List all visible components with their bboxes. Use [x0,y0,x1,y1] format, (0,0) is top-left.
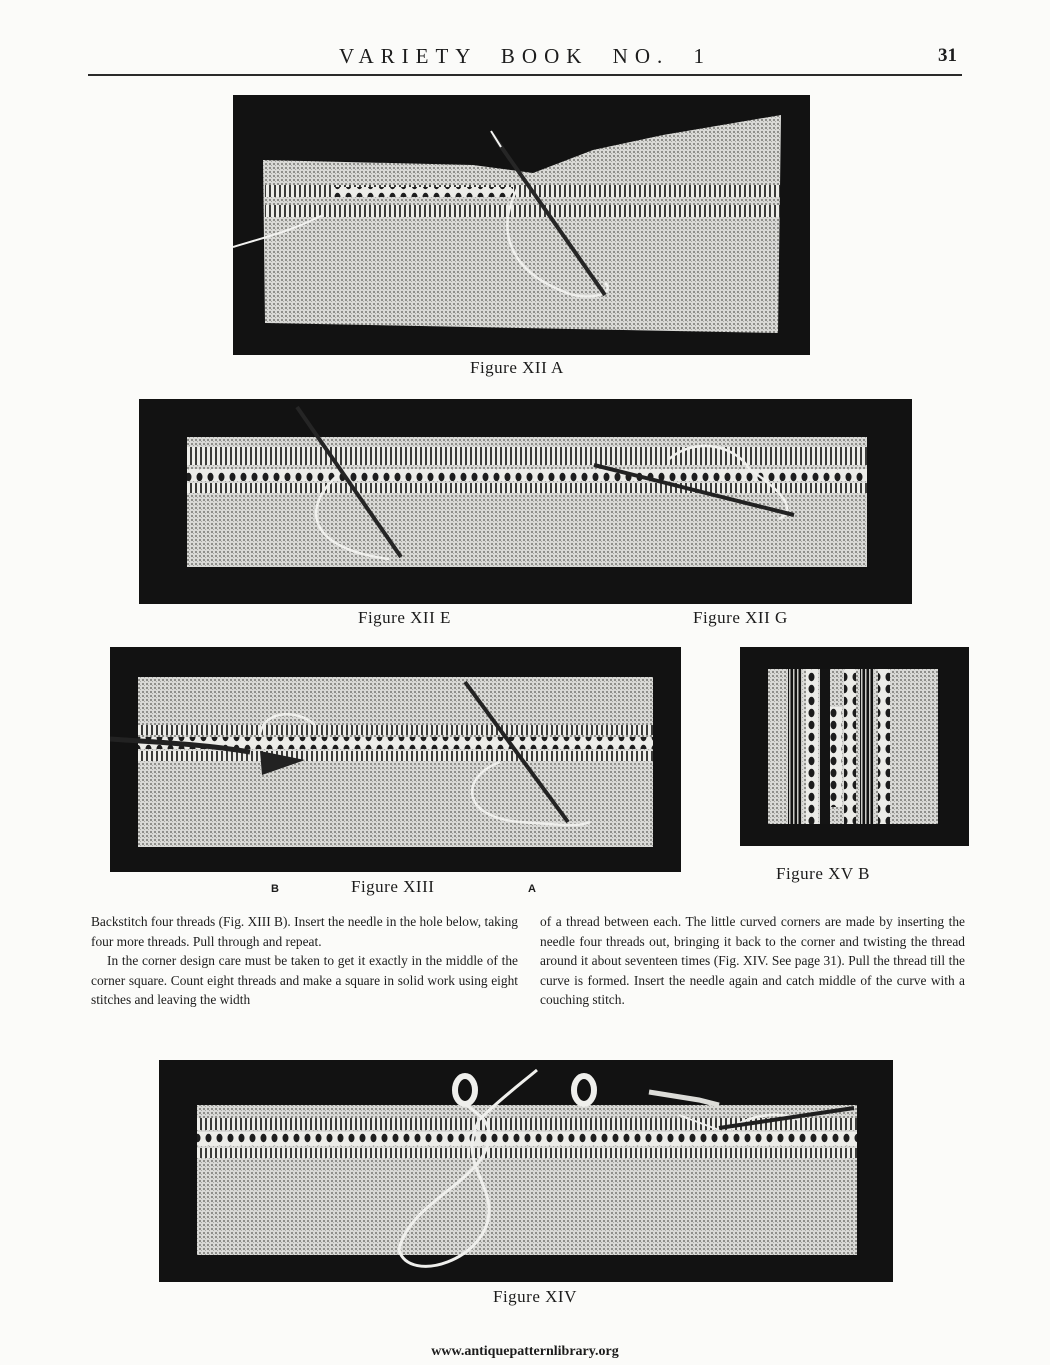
figure-xiii-photo [110,647,681,872]
running-header: VARIETY BOOK NO. 1 [339,44,711,68]
paragraph-corner-design: In the corner design care must be taken to get it exactly in the middle of the corner square. Count eight threads and make a square in solid work using eight stitches and leaving the width [91,953,518,1008]
figure-xv-b-caption: Figure XV B [776,864,870,883]
header-rule [88,74,962,76]
figure-xii-e-caption: Figure XII E [358,608,451,627]
paragraph-backstitch: Backstitch four threads (Fig. XIII B). Insert the needle in the hole below, taking four more threads. Pull through and repeat. [91,914,518,949]
figure-xv-b-photo [740,647,969,846]
figure-xiv-photo [159,1060,893,1282]
footer-url: www.antiquepatternlibrary.org [431,1344,619,1359]
figure-xii-g-caption: Figure XII G [693,608,788,627]
body-text-right [540,912,965,1010]
body-text-left [91,912,518,1010]
figure-xiii-label-a: A [528,883,536,895]
paragraph-curved-corners: of a thread between each. The little curved corners are made by inserting the needle four threads out, bringing it back to the corner and twisting the thread around it about seventeen times (Fig. XIV. See page 31). Pull the thread till the curve is formed. Insert the needle again and catch middle of the curve with a couching stitch. [540,914,965,1008]
figure-xiii-caption: Figure XIII [351,877,435,896]
figure-xii-e-g-photo [139,399,912,604]
figure-xiii-label-b: B [271,883,279,895]
figure-xii-a-caption: Figure XII A [470,358,564,377]
figure-xiv-caption: Figure XIV [493,1287,577,1306]
figure-xii-a-photo [233,95,810,355]
page-number: 31 [938,45,957,66]
